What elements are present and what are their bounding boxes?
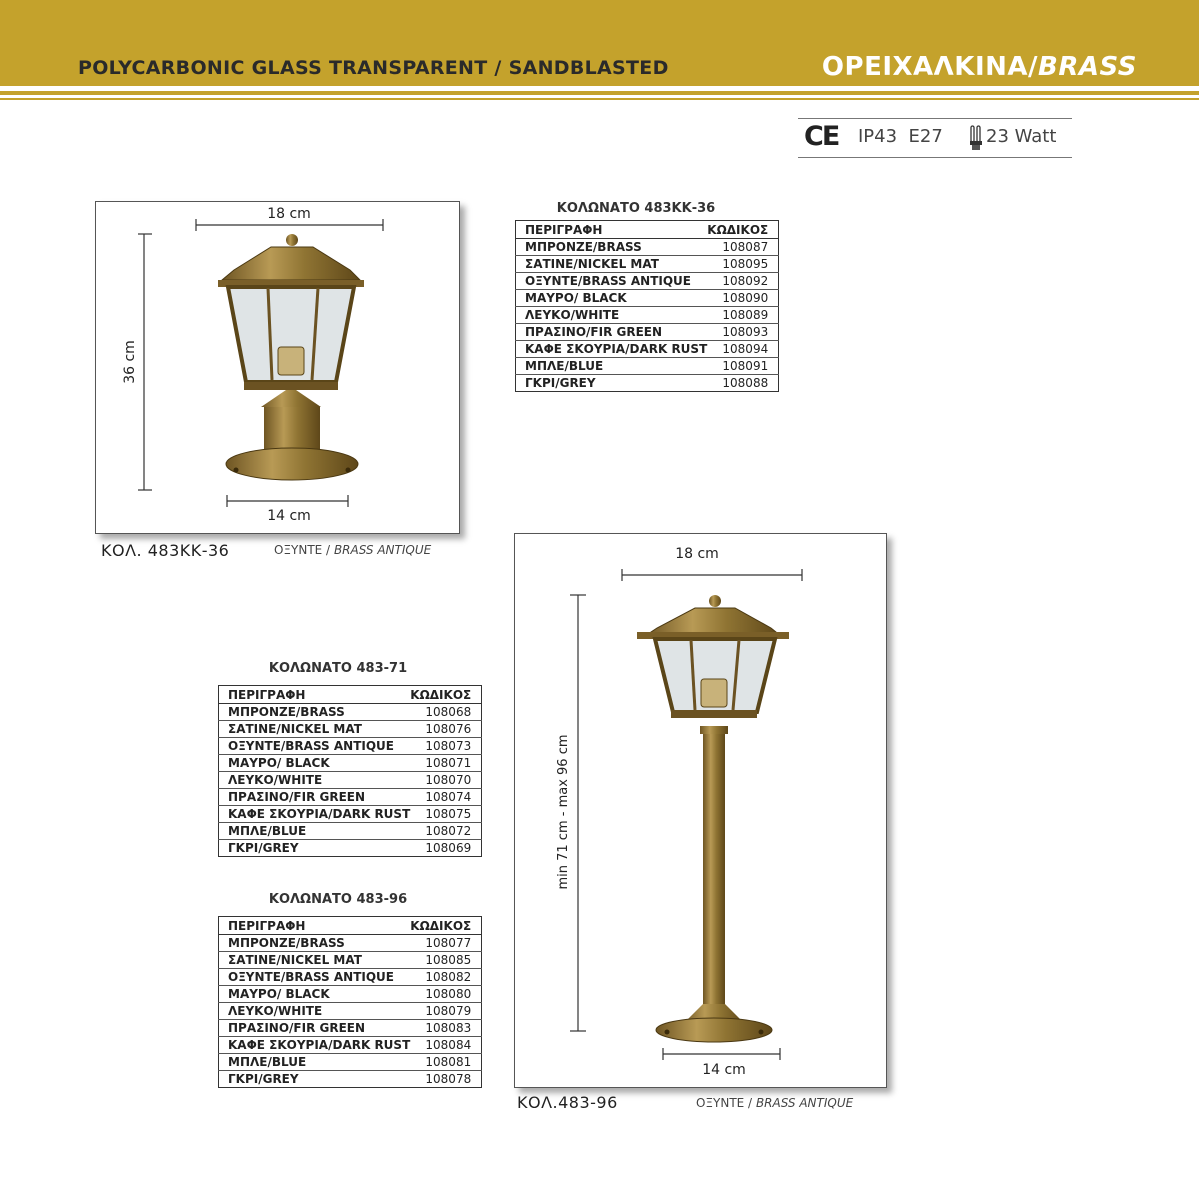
table-row: [219, 704, 482, 721]
table-row: [516, 341, 779, 358]
row-code: 108079: [410, 1003, 481, 1020]
product-code-table: [218, 916, 482, 1088]
row-code: 108073: [410, 738, 481, 755]
row-code: 108081: [410, 1054, 481, 1071]
width-label: 18 cm: [267, 206, 311, 222]
row-code: 108078: [425, 1072, 472, 1086]
base-label: 14 cm: [702, 1062, 746, 1078]
product-code: ΚΟΛ.483-96: [517, 1093, 618, 1112]
table-row: [219, 1054, 482, 1071]
product-code-table: [218, 685, 482, 857]
row-description: ΜΑΥΡΟ/ BLACK: [219, 986, 411, 1003]
wattage: 23 Watt: [986, 126, 1057, 147]
row-description: ΜΠΡΟΝΖΕ/BRASS: [219, 935, 411, 952]
table-row: [516, 290, 779, 307]
description-header: ΠΕΡΙΓΡΑΦΗ: [219, 686, 411, 704]
row-description: ΟΞΥΝΤΕ/BRASS ANTIQUE: [516, 273, 708, 290]
row-description: ΚΑΦΕ ΣΚΟΥΡΙΑ/DARK RUST: [219, 1037, 411, 1054]
product-code: ΚΟΛ. 483ΚΚ-36: [101, 541, 230, 560]
finish-english: BRASS ANTIQUE: [333, 543, 432, 557]
row-code: 108089: [707, 307, 778, 324]
table-row: [219, 721, 482, 738]
finish-english: BRASS ANTIQUE: [755, 1096, 854, 1110]
row-code: 108085: [410, 952, 481, 969]
table-row: [219, 806, 482, 823]
table-row: [219, 969, 482, 986]
table-row: [219, 1003, 482, 1020]
table-row: [516, 324, 779, 341]
row-description: ΓΚΡΙ/GREY: [228, 1072, 299, 1086]
description-header: ΠΕΡΙΓΡΑΦΗ: [516, 221, 708, 239]
height-label: 36 cm: [122, 340, 138, 384]
row-code: 108070: [410, 772, 481, 789]
table-row: [219, 1020, 482, 1037]
height-label: min 71 cm - max 96 cm: [556, 734, 571, 890]
row-description: ΜΠΡΟΝΖΕ/BRASS: [219, 704, 411, 721]
table-title: ΚΟΛΩΝΑΤΟ 483-96: [268, 892, 408, 907]
row-code: 108082: [410, 969, 481, 986]
row-code: 108077: [410, 935, 481, 952]
row-description: ΚΑΦΕ ΣΚΟΥΡΙΑ/DARK RUST: [516, 341, 708, 358]
socket-type: E27: [908, 126, 943, 147]
table-row: [219, 772, 482, 789]
row-description: ΠΡΑΣΙΝΟ/FIR GREEN: [516, 324, 708, 341]
row-code: 108095: [707, 256, 778, 273]
ip-rating: IP43: [858, 126, 898, 147]
row-code: 108068: [410, 704, 481, 721]
row-description: ΛΕΥΚΟ/WHITE: [219, 1003, 411, 1020]
table-row: [219, 738, 482, 755]
row-code: 108080: [410, 986, 481, 1003]
row-code: 108084: [410, 1037, 481, 1054]
row-description: ΓΚΡΙ/GREY: [228, 841, 299, 855]
row-description: ΟΞΥΝΤΕ/BRASS ANTIQUE: [219, 969, 411, 986]
row-code: 108069: [425, 841, 472, 855]
width-label: 18 cm: [675, 546, 719, 562]
bulb-icon: [968, 125, 984, 153]
code-header: ΚΩΔΙΚΟΣ: [410, 686, 481, 704]
row-description: ΛΕΥΚΟ/WHITE: [516, 307, 708, 324]
finish-greek: ΟΞΥΝΤΕ /: [274, 543, 331, 557]
product-finish: [274, 543, 431, 557]
category-title: [822, 52, 1137, 82]
row-description: ΓΚΡΙ/GREY: [525, 376, 596, 390]
row-code: 108083: [410, 1020, 481, 1037]
specs-bar: [798, 118, 1072, 158]
table-row: [516, 307, 779, 324]
table-row: [516, 358, 779, 375]
category-title-english: BRASS: [1038, 52, 1137, 82]
table-row: [219, 789, 482, 806]
row-code: 108075: [410, 806, 481, 823]
finish-greek: ΟΞΥΝΤΕ /: [696, 1096, 753, 1110]
base-label: 14 cm: [267, 508, 311, 524]
row-description: ΠΡΑΣΙΝΟ/FIR GREEN: [219, 789, 411, 806]
row-description: ΜΠΛΕ/BLUE: [219, 823, 411, 840]
table-row: [219, 840, 482, 857]
row-description: ΣΑΤΙΝΕ/NICKEL MAT: [219, 721, 411, 738]
row-code: 108076: [410, 721, 481, 738]
lamp-illustration-short: [96, 202, 459, 533]
table-row: [516, 273, 779, 290]
table-title: ΚΟΛΩΝΑΤΟ 483-71: [268, 661, 408, 676]
row-code: 108092: [707, 273, 778, 290]
table-row: [516, 375, 779, 392]
table-title: ΚΟΛΩΝΑΤΟ 483ΚΚ-36: [556, 201, 716, 216]
product-photo-483kk-36: [95, 201, 460, 534]
product-finish: [696, 1096, 853, 1110]
table-header-row: [219, 917, 482, 935]
row-description: ΣΑΤΙΝΕ/NICKEL MAT: [516, 256, 708, 273]
table-row: [219, 935, 482, 952]
category-title-greek: ΟΡΕΙΧΑΛΚΙΝΑ/: [821, 52, 1039, 82]
description-header: ΠΕΡΙΓΡΑΦΗ: [219, 917, 411, 935]
code-header: ΚΩΔΙΚΟΣ: [410, 917, 481, 935]
specs-text: [858, 126, 943, 147]
row-description: ΜΠΛΕ/BLUE: [516, 358, 708, 375]
table-row: [219, 952, 482, 969]
table-row: [219, 1071, 482, 1088]
row-description: ΛΕΥΚΟ/WHITE: [219, 772, 411, 789]
code-header: ΚΩΔΙΚΟΣ: [707, 221, 778, 239]
row-code: 108071: [410, 755, 481, 772]
row-code: 108094: [707, 341, 778, 358]
row-code: 108090: [707, 290, 778, 307]
table-header-row: [516, 221, 779, 239]
table-row: [516, 256, 779, 273]
table-row: [219, 823, 482, 840]
material-title: POLYCARBONIC GLASS TRANSPARENT / SANDBLASTED: [78, 57, 669, 79]
lamp-tall: [637, 595, 789, 1042]
table-row: [219, 1037, 482, 1054]
row-description: ΟΞΥΝΤΕ/BRASS ANTIQUE: [219, 738, 411, 755]
table-row: [219, 755, 482, 772]
row-description: ΜΑΥΡΟ/ BLACK: [219, 755, 411, 772]
table-row: [219, 986, 482, 1003]
row-code: 108091: [707, 358, 778, 375]
row-code: 108093: [707, 324, 778, 341]
lamp-illustration-tall: [515, 534, 886, 1087]
row-description: ΜΑΥΡΟ/ BLACK: [516, 290, 708, 307]
row-description: ΠΡΑΣΙΝΟ/FIR GREEN: [219, 1020, 411, 1037]
ce-mark: CE: [804, 121, 839, 152]
table-row: [516, 239, 779, 256]
lamp-short: [218, 234, 364, 480]
row-code: 108088: [722, 376, 769, 390]
product-photo-483-96: [514, 533, 887, 1088]
row-code: 108087: [707, 239, 778, 256]
header-divider: [0, 98, 1199, 100]
row-description: ΜΠΛΕ/BLUE: [219, 1054, 411, 1071]
row-description: ΣΑΤΙΝΕ/NICKEL MAT: [219, 952, 411, 969]
row-description: ΚΑΦΕ ΣΚΟΥΡΙΑ/DARK RUST: [219, 806, 411, 823]
row-description: ΜΠΡΟΝΖΕ/BRASS: [516, 239, 708, 256]
product-code-table: [515, 220, 779, 392]
table-header-row: [219, 686, 482, 704]
row-code: 108074: [410, 789, 481, 806]
row-code: 108072: [410, 823, 481, 840]
